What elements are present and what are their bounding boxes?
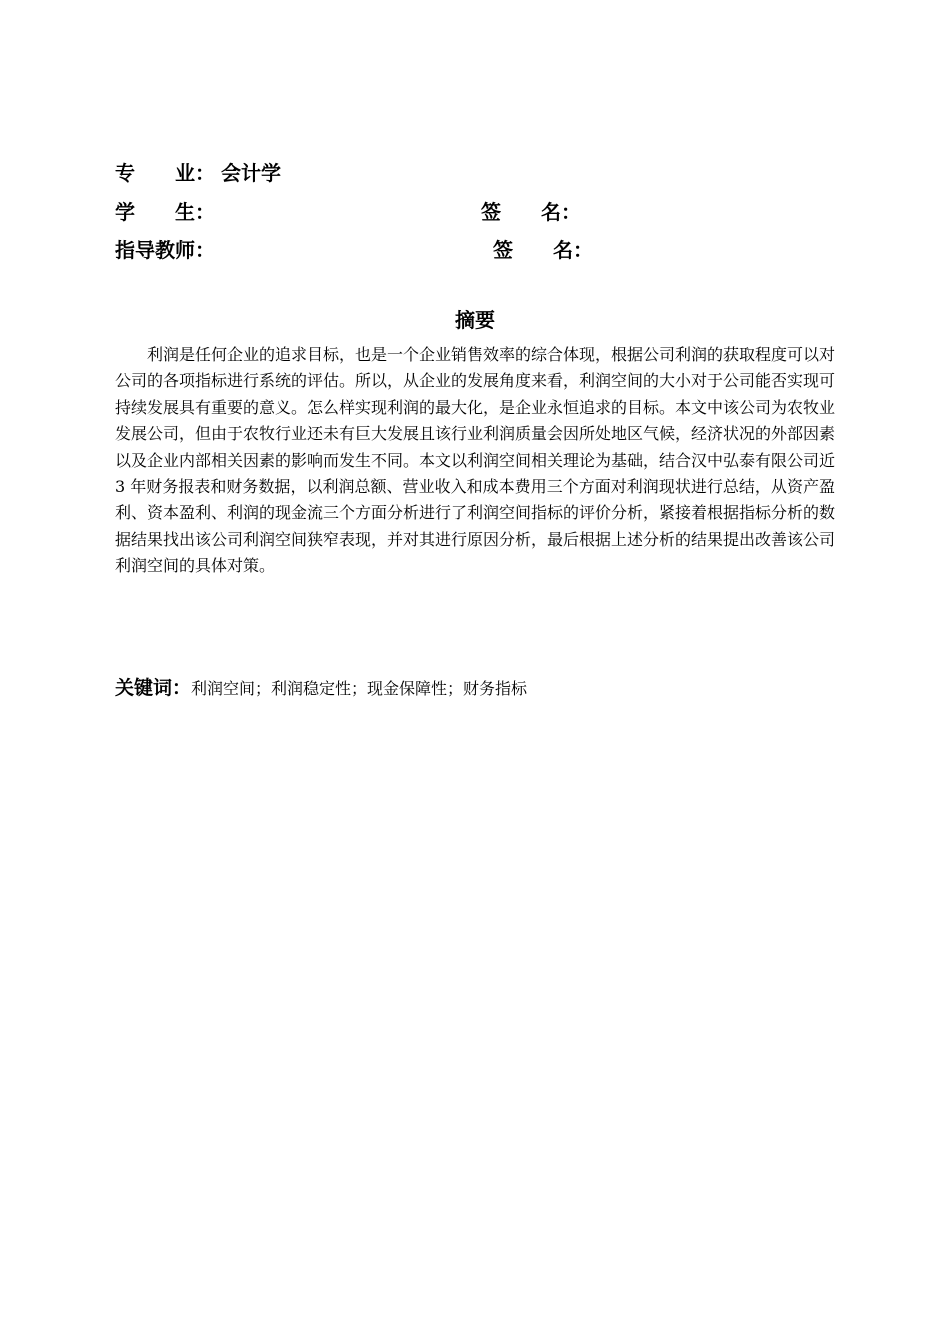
major-label: 专 业： xyxy=(115,161,215,185)
advisor-sign-label: 签 名： xyxy=(493,238,593,262)
advisor-label: 指导教师： xyxy=(115,238,215,262)
student-label: 学 生： xyxy=(115,200,215,224)
abstract-body: 利润是任何企业的追求目标，也是一个企业销售效率的综合体现，根据公司利润的获取程度可以对公司的各项指标进行系统的评估。所以，从企业的发展角度来看，利润空间的大小对于公司能否实现可持续发展具有重要的意义。怎么样实现利润的最大化，是企业永恒追求的目标。本文中该公司为农牧业发展公司，但由于农牧行业还未有巨大发展且该行业利润质量会因所处地区气候，经济状况的外部因素以及企业内部相关因素的影响而发生不同。本文以利润空间相关理论为基础，结合汉中弘泰有限公司近 3 年财务报表和财务数据，以利润总额、营业收入和成本费用三个方面对利润现状进行总结，从资产盈利、资本盈利、利润的现金流三个方面分析进行了利润空间指标的评价分析，紧接着根据指标分析的数据结果找出该公司利润空间狭窄表现，并对其进行原因分析，最后根据上述分析的结果提出改善该公司利润空间的具体对策。 xyxy=(115,345,836,576)
keywords-label: 关键词： xyxy=(115,677,192,699)
student-sign-label: 签 名： xyxy=(481,200,581,224)
keywords-text: 利润空间；利润稳定性；现金保障性；财务指标 xyxy=(191,679,528,698)
abstract-title: 摘要 xyxy=(455,308,495,332)
major-value: 会计学 xyxy=(221,161,281,185)
keywords-row xyxy=(115,674,527,703)
